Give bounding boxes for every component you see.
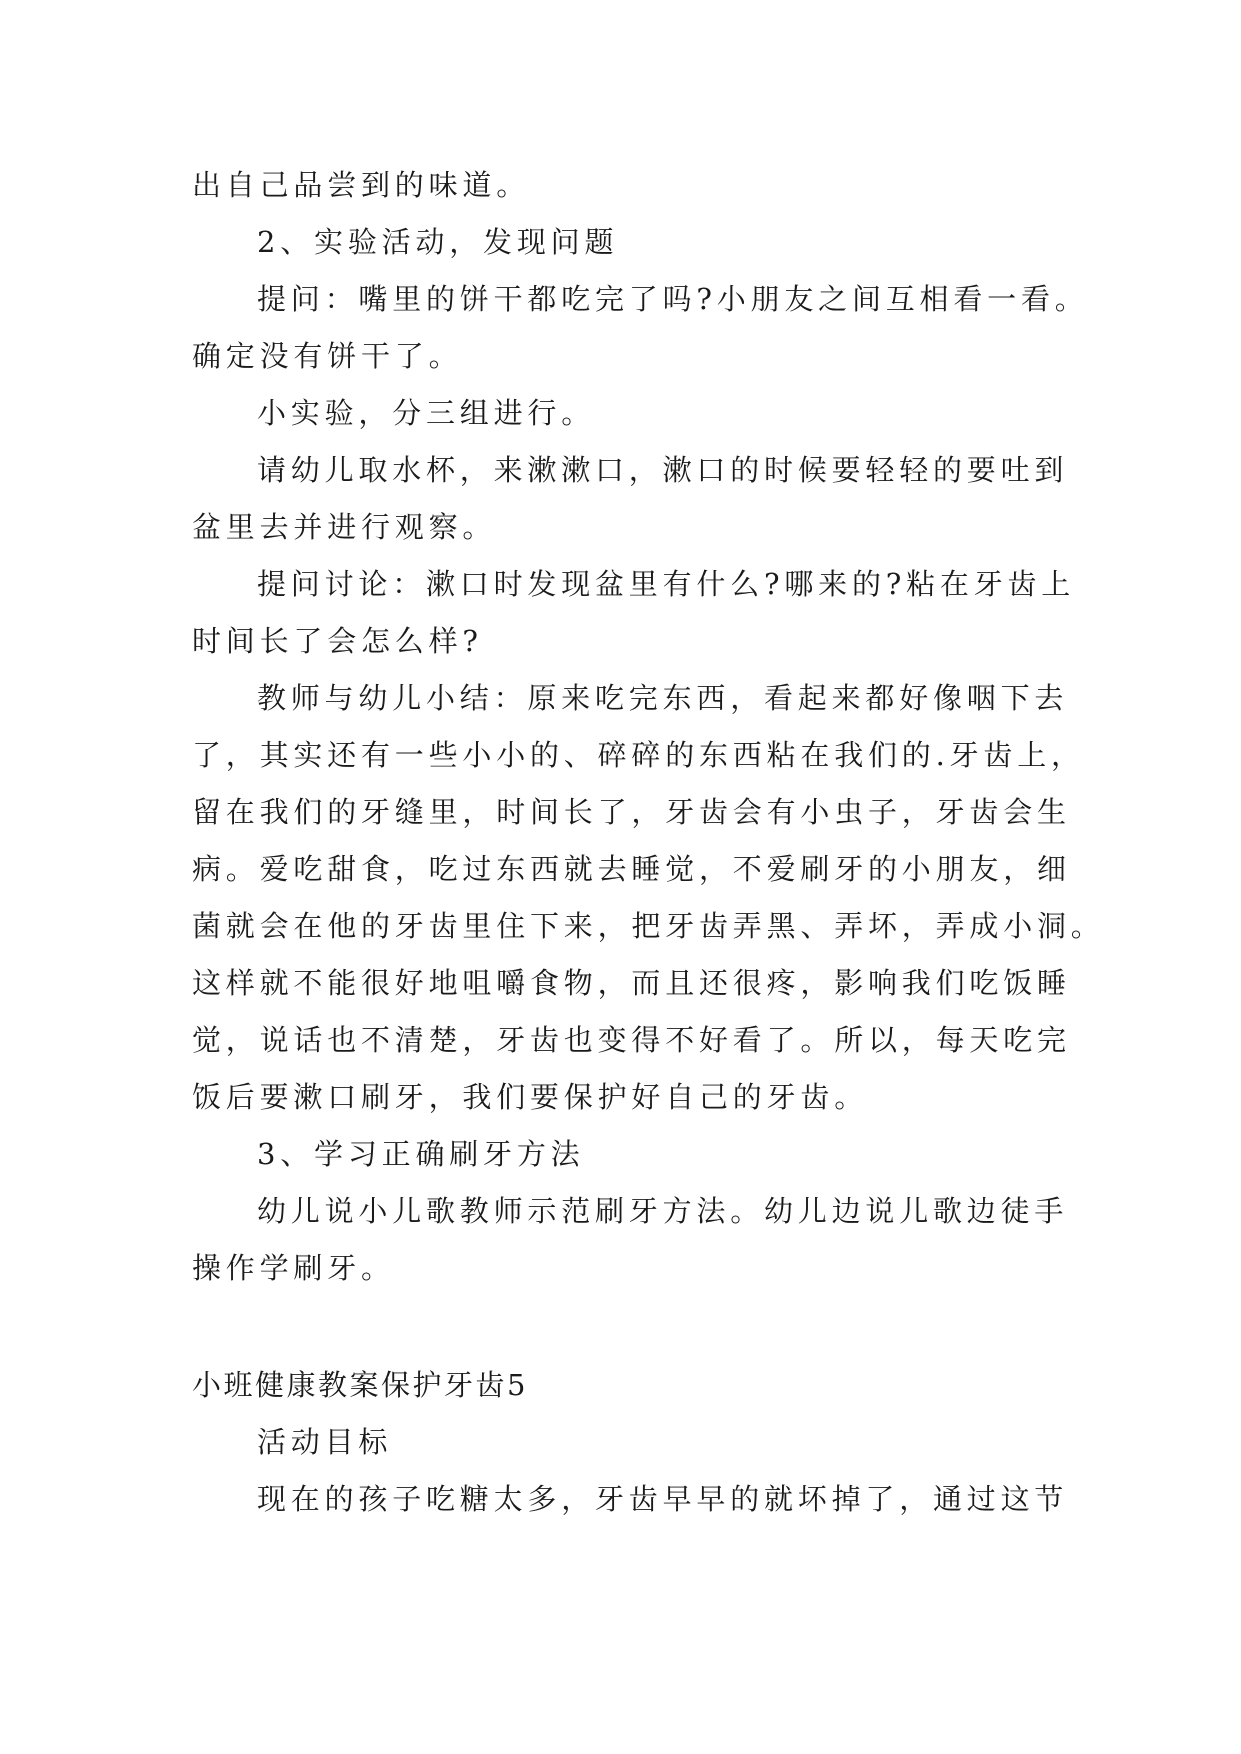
- paragraph-line: 请幼儿取水杯，来漱漱口，漱口的时候要轻轻的要吐到: [257, 453, 1069, 487]
- document-title: 小班健康教案保护牙齿5: [192, 1368, 528, 1402]
- paragraph-line: 幼儿说小儿歌教师示范刷牙方法。幼儿边说儿歌边徒手: [257, 1194, 1069, 1228]
- paragraph-line: 操作学刷牙。: [192, 1251, 395, 1285]
- paragraph-line: 出自己品尝到的味道。: [192, 168, 531, 202]
- paragraph-line: 这样就不能很好地咀嚼食物，而且还很疼，影响我们吃饭睡: [192, 966, 1071, 1000]
- paragraph-line: 菌就会在他的牙齿里住下来，把牙齿弄黑、弄坏，弄成小洞。: [192, 909, 1105, 943]
- section-heading: 3、学习正确刷牙方法: [257, 1137, 585, 1171]
- paragraph-line: 小实验，分三组进行。: [257, 396, 596, 430]
- paragraph-line: 饭后要漱口刷牙，我们要保护好自己的牙齿。: [192, 1080, 869, 1114]
- paragraph-line: 病。爱吃甜食，吃过东西就去睡觉，不爱刷牙的小朋友，细: [192, 852, 1071, 886]
- paragraph-line: 提问：嘴里的饼干都吃完了吗?小朋友之间互相看一看。: [257, 282, 1089, 316]
- paragraph-line: 觉，说话也不清楚，牙齿也变得不好看了。所以，每天吃完: [192, 1023, 1071, 1057]
- paragraph-line: 留在我们的牙缝里，时间长了，牙齿会有小虫子，牙齿会生: [192, 795, 1071, 829]
- paragraph-line: 提问讨论：漱口时发现盆里有什么?哪来的?粘在牙齿上: [257, 567, 1076, 601]
- paragraph-line: 教师与幼儿小结：原来吃完东西，看起来都好像咽下去: [257, 681, 1069, 715]
- paragraph-line: 时间长了会怎么样?: [192, 624, 483, 658]
- section-heading: 活动目标: [257, 1425, 393, 1459]
- paragraph-line: 现在的孩子吃糖太多，牙齿早早的就坏掉了，通过这节: [257, 1482, 1069, 1516]
- paragraph-line: 盆里去并进行观察。: [192, 510, 497, 544]
- section-heading: 2、实验活动，发现问题: [257, 225, 619, 259]
- paragraph-line: 了，其实还有一些小小的、碎碎的东西粘在我们的.牙齿上，: [192, 738, 1085, 772]
- paragraph-line: 确定没有饼干了。: [192, 339, 463, 373]
